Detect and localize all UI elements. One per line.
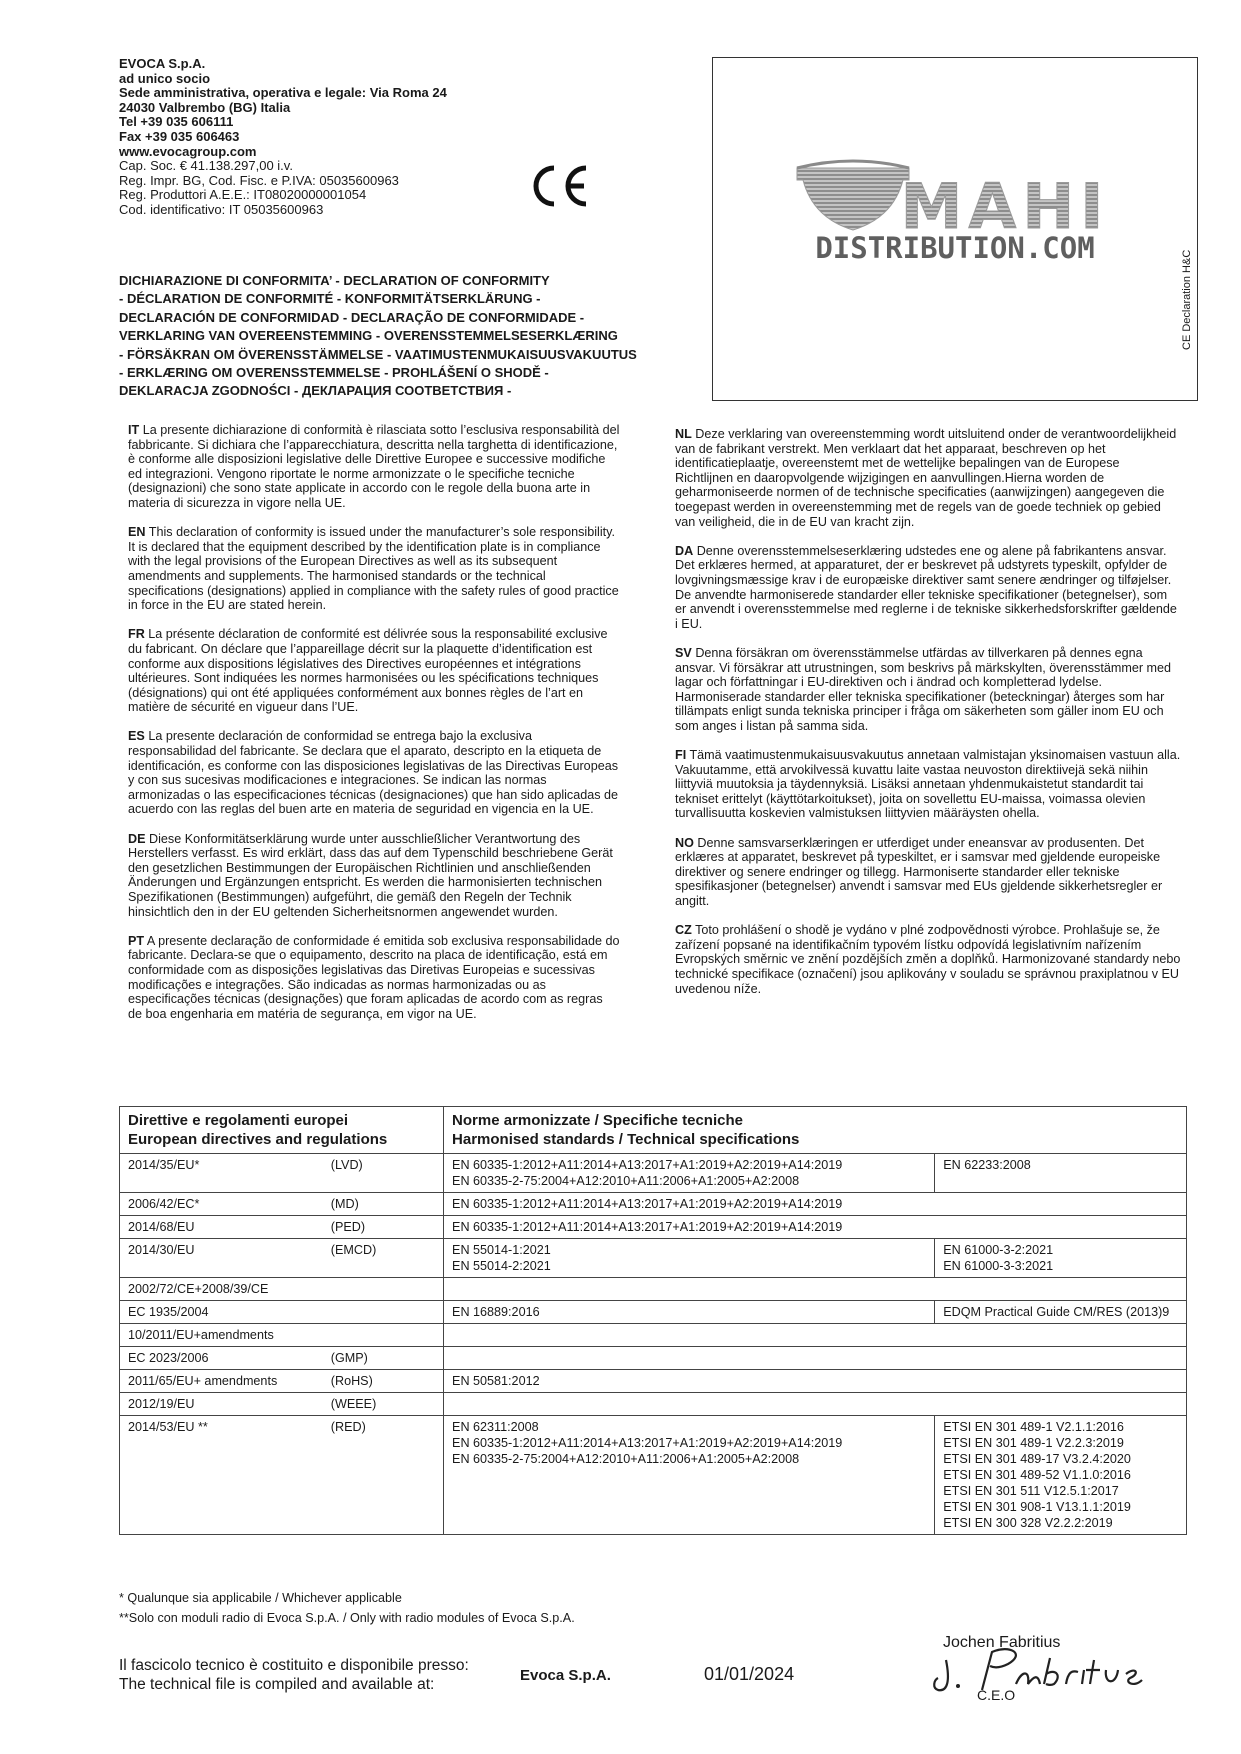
header-line: European directives and regulations (128, 1131, 388, 1148)
right-column (675, 427, 1181, 1011)
mahi-distribution-logo (713, 58, 1197, 400)
lang-code: EN (128, 525, 146, 540)
paragraph-sv (675, 646, 1181, 734)
lang-code: CZ (675, 923, 692, 938)
standard-line: EN 60335-2-75:2004+A12:2010+A11:2006+A1:2005+A2:2008 (452, 1174, 800, 1188)
directive-abbr-cell (323, 1278, 444, 1301)
lang-code: IT (128, 423, 140, 437)
table-header-directives (120, 1107, 444, 1154)
paragraph-da (675, 544, 1181, 632)
table-row (120, 1154, 1187, 1193)
directive-abbr-cell: (PED) (323, 1216, 444, 1239)
standard-line: EN 55014-2:2021 (452, 1259, 551, 1273)
lang-code: DA (675, 543, 694, 558)
table-row (120, 1193, 1187, 1216)
standards-extra-cell (935, 1239, 1187, 1278)
ce-mark-icon (528, 162, 592, 210)
standard-line: ETSI EN 301 489-17 V3.2.4:2020 (943, 1452, 1131, 1466)
company-city: 24030 Valbrembo (BG) Italia (119, 99, 291, 115)
standards-cell (444, 1301, 935, 1324)
paragraph-text: La presente declaración de conformidad se entrega bajo la exclusiva responsabilidad del fabricante. Se declara que el aparato, descripto en la etiqueta de identificación, es conforme con las disposiciones legislativas de las Directivas Europeas y con sus sucesivas modificaciones e integraciones. Se indican las normas armonizadas o las especificaciones técnicas (designaciones) que han sido aplicadas de acuerdo con las reglas del buen arte en materia de seguridad en vigencia en la UE. (128, 729, 619, 817)
side-label: CE Declaration H&C (1181, 249, 1193, 350)
lang-code: PT (128, 933, 145, 948)
lang-code: DE (128, 831, 146, 846)
standard-line: ETSI EN 301 908-1 V13.1.1:2019 (943, 1500, 1131, 1514)
standard-line: EN 60335-1:2012+A11:2014+A13:2017+A1:2019+A2:2019+A14:2019 (452, 1197, 843, 1211)
directive-cell: 2014/68/EU (120, 1216, 323, 1239)
table-row (120, 1416, 1187, 1535)
standard-line: EN 62311:2008 (452, 1420, 539, 1434)
directive-cell: 2014/30/EU (120, 1239, 323, 1278)
directive-abbr-cell: (WEEE) (323, 1393, 444, 1416)
directive-cell: 2006/42/EC* (120, 1193, 323, 1216)
standard-line: EN 50581:2012 (452, 1374, 540, 1388)
signer-role: C.E.O (977, 1687, 1016, 1703)
technical-file-note (119, 1656, 469, 1694)
standard-line: EDQM Practical Guide CM/RES (2013)9 (943, 1305, 1170, 1319)
company-web: www.evocagroup.com (119, 143, 257, 159)
table-row (120, 1347, 1187, 1370)
title-line: DEKLARACJA ZGODNOŚCI - ДЕКЛАРАЦИЯ СООТВЕТСТВИЯ - (119, 383, 512, 399)
title-line: DECLARACIÓN DE CONFORMIDAD - DECLARAÇÃO DE CONFORMIDADE - (119, 309, 585, 325)
directive-abbr-cell (323, 1301, 444, 1324)
company-capital: Cap. Soc. € 41.138.297,00 i.v. (119, 158, 293, 174)
paragraph-fi (675, 748, 1181, 821)
paragraph-cz (675, 923, 1181, 996)
footer-company: Evoca S.p.A. (520, 1667, 611, 1684)
directive-abbr-cell: (MD) (323, 1193, 444, 1216)
lang-code: NL (675, 427, 692, 441)
header-line: Norme armonizzate / Specifiche tecniche (452, 1112, 743, 1129)
paragraph-text: Toto prohlášení o shodě je vydáno v plné zodpovědnosti výrobce. Prohlašuje se, že zařízení popsané na identifikačním typovém lístku odpovídá legislativním nařízením Evropských směrnic ve znění pozdějších změn a doplňků. Harmonizované standardy nebo technické specifikace (označení) jsou aplikovány v souladu se správnou praxiplatnou v EU uvedenou níže. (675, 923, 1181, 996)
header-line: Direttive e regolamenti europei (128, 1112, 349, 1129)
table-header-standards (444, 1107, 1187, 1154)
paragraph-it (128, 423, 620, 511)
paragraph-nl (675, 427, 1181, 529)
company-reg-prod: Reg. Produttori A.E.E.: IT08020000001054 (119, 187, 367, 203)
title-line: VERKLARING VAN OVEREENSTEMMING - OVERENSSTEMMELSESERKLÆRING (119, 328, 618, 344)
title-line: - ERKLÆRING OM OVERENSSTEMMELSE - PROHLÁŠENÍ O SHODĚ - (119, 365, 549, 381)
standard-line: EN 61000-3-3:2021 (943, 1259, 1054, 1273)
lang-code: FI (675, 748, 687, 763)
directive-cell: 10/2011/EU+amendments (120, 1324, 323, 1347)
directive-cell: 2002/72/CE+2008/39/CE (120, 1278, 323, 1301)
paragraph-text: Denne overensstemmelseserklæring udstedes ene og alene på fabrikantens ansvar. Det erklæres hermed, at apparaturet, der er beskrevet på udstyrets typeskilt, opfylder de lovgivningsmæssige krav i de europæiske direktiver samt senere ændringer og tilføjelser. De anvendte harmoniserede standarder eller tekniske specifikationer (betegnelser), som er anvendt i overensstemmelse med reglerne i de tekniske sikkerhedsforskrifter gældende i EU. (675, 543, 1177, 631)
directive-cell: 2011/65/EU+ amendments (120, 1370, 323, 1393)
logo-box (712, 57, 1198, 401)
company-cod-ident: Cod. identificativo: IT 05035600963 (119, 201, 324, 217)
standard-line: EN 60335-1:2012+A11:2014+A13:2017+A1:2019+A2:2019+A14:2019 (452, 1158, 843, 1172)
directive-abbr-cell: (RED) (323, 1416, 444, 1535)
paragraph-de (128, 832, 620, 920)
directive-abbr-cell: (EMCD) (323, 1239, 444, 1278)
standard-line: EN 60335-1:2012+A11:2014+A13:2017+A1:2019+A2:2019+A14:2019 (452, 1220, 843, 1234)
lang-code: FR (128, 627, 145, 642)
paragraph-es (128, 729, 620, 817)
paragraph-no (675, 836, 1181, 909)
table-header-row (120, 1107, 1187, 1154)
standard-line: ETSI EN 301 489-1 V2.2.3:2019 (943, 1436, 1124, 1450)
standard-line: EN 62233:2008 (943, 1158, 1031, 1172)
standards-cell (444, 1393, 1187, 1416)
standards-cell (444, 1154, 935, 1193)
standard-line: EN 61000-3-2:2021 (943, 1243, 1054, 1257)
paragraph-text: Tämä vaatimustenmukaisuusvakuutus annetaan valmistajan yksinomaisen vastuun alla. Vakuutamme, että arvokilvessä kuvattu laite vastaa neuvoston direktiivejä sekä niihin liittyviä muutoksia ja täydennyksiä. Lisäksi annetaan yhdenmukaistetut standardit tai tekniset erittelyt (käyttötarkoitukset), joita on sovellettu EU-maissa, voimassa olevien turvallisuutta koskevien valmistuksen liittyvien määräysten ohella. (675, 748, 1181, 821)
directive-cell: EC 2023/2006 (120, 1347, 323, 1370)
table-row (120, 1324, 1187, 1347)
technical-file-line-it: Il fascicolo tecnico è costituito e disponibile presso: (119, 1657, 469, 1674)
directive-cell: EC 1935/2004 (120, 1301, 323, 1324)
table-row (120, 1278, 1187, 1301)
table-row (120, 1393, 1187, 1416)
footnote-2: **Solo con moduli radio di Evoca S.p.A. / Only with radio modules of Evoca S.p.A. (119, 1611, 575, 1625)
directive-cell: 2014/53/EU ** (120, 1416, 323, 1535)
standards-extra-cell (935, 1154, 1187, 1193)
standard-line: ETSI EN 300 328 V2.2.2:2019 (943, 1516, 1113, 1530)
lang-code: SV (675, 645, 692, 660)
standard-line: EN 16889:2016 (452, 1305, 540, 1319)
standard-line: EN 55014-1:2021 (452, 1243, 551, 1257)
paragraph-en (128, 525, 620, 613)
title-line: - FÖRSÄKRAN OM ÖVERENSSTÄMMELSE - VAATIMUSTENMUKAISUUSVAKUUTUS (119, 346, 637, 362)
standards-cell (444, 1239, 935, 1278)
lang-code: ES (128, 729, 145, 744)
standards-cell (444, 1278, 1187, 1301)
left-column (128, 423, 620, 1036)
directive-abbr-cell: (GMP) (323, 1347, 444, 1370)
signer-name: Jochen Fabritius (943, 1634, 1061, 1651)
directive-cell: 2014/35/EU* (120, 1154, 323, 1193)
paragraph-text: Diese Konformitätserklärung wurde unter ausschließlicher Verantwortung des Herstellers verfasst. Es wird erklärt, dass das auf dem Typenschild beschriebene Gerät den gesetzlichen Bestimmungen der Europäischen Richtlinien und anschließenden Änderungen und Ergänzungen entspricht. Es werden die harmonisierten technischen Spezifikationen (Bestimmungen) aufgeführt, die gemäß den Regeln der Technik hinsichtlich den in der EU geltenden Sicherheitsnormen angewendet wurden. (128, 831, 613, 919)
standards-cell (444, 1347, 1187, 1370)
company-tel: Tel +39 035 606111 (119, 114, 234, 130)
declaration-title (119, 272, 719, 401)
paragraph-text: La presente dichiarazione di conformità è rilasciata sotto l’esclusiva responsabilità del fabbricante. Si dichiara che l’apparecchiatura, descritta nella targhetta di identificazione, è conforme alle disposizioni legislative delle Direttive Europee e successive modifiche ed integrazioni. Vengono riportate le norme armonizzate o le specifiche tecniche (designazioni) che sono state applicate in accordo con le regole della buona arte in materia di sicurezza in vigore nella UE. (128, 423, 620, 510)
company-address: Sede amministrativa, operativa e legale: Via Roma 24 (119, 85, 447, 101)
standards-extra-cell (935, 1301, 1187, 1324)
title-line: - DÉCLARATION DE CONFORMITÉ - KONFORMITÄTSERKLÄRUNG - (119, 291, 541, 307)
directive-abbr-cell: (LVD) (323, 1154, 444, 1193)
paragraph-text: This declaration of conformity is issued under the manufacturer’s sole responsibility. It is declared that the equipment described by the identification plate is in compliance with the legal provisions of the European Directives as well as its subsequent amendments and supplements. The harmonised standards or the technical specifications (designations) applied in compliance with the safety rules of good practice in force in the EU are stated herein. (128, 525, 619, 613)
standards-cell (444, 1416, 935, 1535)
directive-abbr-cell: (RoHS) (323, 1370, 444, 1393)
standards-cell (444, 1324, 1187, 1347)
paragraph-pt (128, 934, 620, 1022)
footer-date: 01/01/2024 (704, 1664, 795, 1684)
table-row (120, 1239, 1187, 1278)
standard-line: ETSI EN 301 489-1 V2.1.1:2016 (943, 1420, 1124, 1434)
paragraph-fr (128, 627, 620, 715)
paragraph-text: Deze verklaring van overeenstemming wordt uitsluitend onder de verantwoordelijkheid van de fabrikant verstrekt. Men verklaart dat het apparaat, beschreven op het identificatieplaatje, overeenstemt met de wettelijke bepalingen van de Europese Richtlijnen en daaropvolgende wijzigingen en aanvullingen.Hierna worden de geharmoniseerde normen of de technische specificaties (aanwijzingen) aangegeven die toegepast werden in overeenstemming met de regels van de goede techniek op gebied van veiligheid, die in de EU van kracht zijn. (675, 427, 1177, 529)
paragraph-text: A presente declaração de conformidade é emitida sob exclusiva responsabilidade do fabricante. Declara-se que o equipamento, descrito na placa de identificação, está em conformidade com as disposições legislativas das Diretivas Europeias e sucessivas modificações e integrações. São indicadas as normas harmonizadas ou as especificações técnicas (designações) que foram aplicadas de acordo com as regras de boa engenharia em matéria de segurança, em vigor na UE. (128, 933, 620, 1021)
company-fax: Fax +39 035 606463 (119, 128, 240, 144)
paragraph-text: La présente déclaration de conformité est délivrée sous la responsabilité exclusive du fabricant. On déclare que l’appareillage décrit sur la plaquette d’identification est conforme aux dispositions législatives des Directives européennes et intégrations ultérieures. Sont indiquées les normes harmonisées ou les spécifications techniques (désignations) qui ont été appliquées conformément aux bonnes règles de l’art en matière de sécurité en vigueur dans l’UE. (128, 627, 608, 715)
company-line2: ad unico socio (119, 70, 211, 86)
company-reg-impr: Reg. Impr. BG, Cod. Fisc. e P.IVA: 05035600963 (119, 172, 399, 188)
paragraph-text: Denne samsvarserklæringen er utferdiget under eneansvar av produsenten. Det erklæres at apparatet, beskrevet på typeskiltet, er i samsvar med gjeldende europeiske direktiver og senere endringer og tillegg. Harmoniserte standarder eller tekniske spesifikasjoner (betegnelser) anvendt i samsvar med EUs gjeldende sikkerhetsregler er angitt. (675, 835, 1163, 908)
standards-cell (444, 1370, 1187, 1393)
directives-table (119, 1106, 1187, 1535)
title-line: DICHIARAZIONE DI CONFORMITA’ - DECLARATION OF CONFORMITY (119, 273, 550, 288)
standards-extra-cell (935, 1416, 1187, 1535)
standards-cell (444, 1216, 1187, 1239)
directive-abbr-cell (323, 1324, 444, 1347)
directive-cell: 2012/19/EU (120, 1393, 323, 1416)
company-name: EVOCA S.p.A. (119, 56, 206, 71)
footnote-1: * Qualunque sia applicabile / Whichever applicable (119, 1591, 402, 1605)
standard-line: EN 60335-2-75:2004+A12:2010+A11:2006+A1:2005+A2:2008 (452, 1452, 800, 1466)
header-line: Harmonised standards / Technical specifications (452, 1131, 800, 1148)
logo-bottom-text: DISTRIBUTION.COM (815, 231, 1095, 265)
standard-line: ETSI EN 301 489-52 V1.1.0:2016 (943, 1468, 1131, 1482)
standard-line: ETSI EN 301 511 V12.5.1:2017 (943, 1484, 1119, 1498)
paragraph-text: Denna försäkran om överensstämmelse utfärdas av tillverkaren på dennes egna ansvar. Vi försäkrar att utrustningen, som beskrivs på märkskylten, överensstämmer med lagar och författningar i EU-direktiven och i ändrad och kompletterad lydelse. Harmoniserade standarder eller tekniska specifikationer (beteckningar) återges som har tillämpats enligt sunda tekniska principer i fråga om säkerheten som gäller inom EU och som anges i listan på samma sida. (675, 645, 1172, 733)
technical-file-line-en: The technical file is compiled and available at: (119, 1676, 435, 1693)
standard-line: EN 60335-1:2012+A11:2014+A13:2017+A1:2019+A2:2019+A14:2019 (452, 1436, 843, 1450)
lang-code: NO (675, 835, 694, 850)
logo-top-text: MAHI (900, 170, 1110, 243)
standards-cell (444, 1193, 1187, 1216)
company-info (119, 57, 539, 218)
table-row (120, 1370, 1187, 1393)
table-row (120, 1216, 1187, 1239)
table-row (120, 1301, 1187, 1324)
